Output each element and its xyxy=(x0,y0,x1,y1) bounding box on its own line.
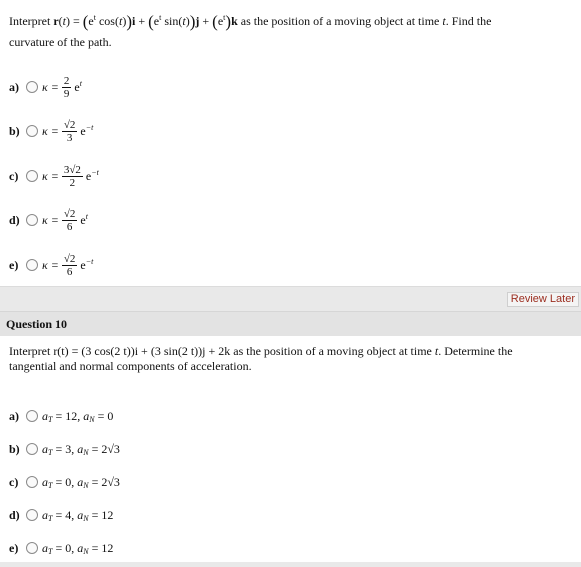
prompt-intro-text: Interpret xyxy=(9,14,54,28)
exponent: t xyxy=(79,79,82,88)
exponential: $e^{-t}$ xyxy=(80,123,94,138)
question-10-panel xyxy=(0,336,581,567)
fraction-numerator: √2 xyxy=(63,118,76,131)
review-later-button[interactable]: Review Later xyxy=(507,292,579,307)
normal-component: $a_N = 12$ xyxy=(77,507,114,523)
prompt-time-variable: t xyxy=(442,14,446,28)
fraction xyxy=(62,75,72,100)
option-letter: e) xyxy=(9,540,19,555)
exponential: $e^{-t}$ xyxy=(80,257,94,272)
fraction-numerator: √2 xyxy=(63,252,76,265)
exponential: $e^t$ xyxy=(74,79,82,94)
normal-value: = 12 xyxy=(91,507,114,522)
normal-value: = 0 xyxy=(97,408,114,423)
option-letter: e) xyxy=(9,257,19,272)
option-c[interactable] xyxy=(9,161,99,191)
radio-button[interactable] xyxy=(26,476,38,488)
option-c[interactable] xyxy=(9,472,120,492)
question-10-header xyxy=(0,311,581,336)
radio-button[interactable] xyxy=(26,509,38,521)
normal-value: = 2√3 xyxy=(91,474,120,489)
option-d[interactable] xyxy=(9,505,113,525)
tangential-component: $a_T = 3$, xyxy=(42,441,75,457)
position-formula: r(t) = (3 cos(2 t))i + (3 sin(2 t))j + 2k xyxy=(53,344,231,358)
fraction xyxy=(62,253,78,278)
prompt-end-text: . Determine the xyxy=(438,344,513,358)
option-b[interactable] xyxy=(9,116,93,146)
option-letter: a) xyxy=(9,408,19,423)
exponent: −t xyxy=(85,257,94,266)
question-footer-band xyxy=(0,286,581,311)
prompt-tail-text: as the position of a moving object at time xyxy=(240,14,443,28)
question-title: Question 10 xyxy=(6,317,68,331)
option-letter: c) xyxy=(9,168,19,183)
option-e[interactable] xyxy=(9,250,93,280)
option-letter: b) xyxy=(9,441,20,456)
kappa-label: κ = xyxy=(42,257,59,272)
option-letter: d) xyxy=(9,212,20,227)
question-9-prompt xyxy=(9,8,569,52)
radio-button[interactable] xyxy=(26,410,38,422)
fraction-numerator: 2 xyxy=(63,74,70,87)
tangential-value: = 12, xyxy=(55,408,81,423)
normal-component: $a_N = 2√3$ xyxy=(77,474,120,490)
prompt-line2-text: tangential and normal components of acceleration. xyxy=(9,359,252,373)
normal-component: $a_N = 0$ xyxy=(83,408,114,424)
option-a[interactable] xyxy=(9,72,82,102)
radio-button[interactable] xyxy=(26,125,38,137)
tangential-component: $a_T = 12$, xyxy=(42,408,81,424)
fraction-denominator: 2 xyxy=(69,176,76,189)
prompt-time-variable: t xyxy=(434,344,439,358)
fraction-denominator: 3 xyxy=(66,131,73,144)
radio-button[interactable] xyxy=(26,81,38,93)
tangential-component: $a_T = 4$, xyxy=(42,507,75,523)
fraction xyxy=(62,164,83,189)
tangential-component: $a_T = 0$, xyxy=(42,540,75,556)
prompt-tail-text: as the position of a moving object at time xyxy=(230,344,435,358)
prompt-end-text: . Find the xyxy=(445,14,492,28)
fraction-denominator: 6 xyxy=(66,220,73,233)
normal-value: = 12 xyxy=(91,540,114,555)
radio-button[interactable] xyxy=(26,214,38,226)
tangential-value: = 0, xyxy=(55,474,75,489)
fraction-denominator: 9 xyxy=(63,87,70,100)
prompt-line2-text: curvature of the path. xyxy=(9,35,112,49)
radio-button[interactable] xyxy=(26,259,38,271)
radio-button[interactable] xyxy=(26,443,38,455)
prompt-intro-text: Interpret xyxy=(9,344,54,358)
kappa-label: κ = xyxy=(42,212,59,227)
fraction xyxy=(62,119,78,144)
normal-component: $a_N = 2√3$ xyxy=(77,441,120,457)
exponent: t xyxy=(85,212,88,221)
fraction-denominator: 6 xyxy=(66,265,73,278)
fraction-numerator: 3√2 xyxy=(63,163,81,176)
tangential-value: = 0, xyxy=(55,540,75,555)
option-letter: b) xyxy=(9,123,20,138)
radio-button[interactable] xyxy=(26,542,38,554)
option-b[interactable] xyxy=(9,439,120,459)
tangential-component: $a_T = 0$, xyxy=(42,474,75,490)
option-letter: c) xyxy=(9,474,19,489)
kappa-label: κ = xyxy=(42,79,59,94)
option-letter: a) xyxy=(9,79,19,94)
fraction xyxy=(62,208,78,233)
question-10-prompt xyxy=(9,344,574,374)
exponential: $e^t$ xyxy=(80,212,88,227)
tangential-value: = 4, xyxy=(55,507,75,522)
option-e[interactable] xyxy=(9,538,113,558)
kappa-label: κ = xyxy=(42,123,59,138)
tangential-value: = 3, xyxy=(55,441,75,456)
exponent: −t xyxy=(91,168,99,177)
kappa-label: κ = xyxy=(42,168,59,183)
position-formula: $r(t) = (e^t$ $\cos(t))i + (e^t$ $\sin(t))j + (e^t)k$ xyxy=(53,12,238,31)
exponent: −t xyxy=(85,123,94,132)
normal-component: $a_N = 12$ xyxy=(77,540,114,556)
normal-value: = 2√3 xyxy=(91,441,120,456)
option-a[interactable] xyxy=(9,406,113,426)
option-d[interactable] xyxy=(9,205,88,235)
radio-button[interactable] xyxy=(26,170,38,182)
fraction-numerator: √2 xyxy=(63,207,76,220)
option-letter: d) xyxy=(9,507,20,522)
bottom-divider xyxy=(0,562,581,567)
exponential: $e^{-t}$ xyxy=(85,168,99,183)
